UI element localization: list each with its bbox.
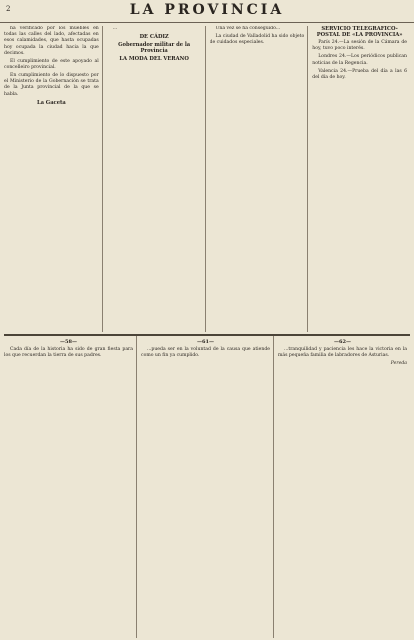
masthead xyxy=(0,0,414,23)
paragraph: ... xyxy=(112,26,118,31)
paragraph: En cumplimiento de lo dispuesto por el Ministerio de la Gobernación se trata de la Junta provincial de la que se habla. xyxy=(4,73,99,97)
paragraph: Londres 24.—Los periódicos publican noticias de la Regencia. xyxy=(312,54,407,66)
paragraph: Cada día de la historia ha sido de gran fiesta para los que recuerdan la tierra de sus padres. xyxy=(4,347,133,359)
paragraph: Una vez se ha conseguido... xyxy=(215,26,281,31)
serial-column-2 xyxy=(141,336,274,638)
page-number: 2 xyxy=(6,5,11,13)
newspaper-title: LA PROVINCIA xyxy=(129,2,285,18)
paragraph: París 24.—La sesión de la Cámara de hoy, tuvo poco interés. xyxy=(312,40,407,52)
column-3 xyxy=(210,26,309,332)
serial-column-3 xyxy=(278,336,410,638)
serial-page-number: —58— xyxy=(60,339,77,345)
section-heading: La Gaceta xyxy=(36,99,66,106)
serial-section xyxy=(4,334,410,638)
column-1 xyxy=(4,26,103,332)
column-2 xyxy=(107,26,206,332)
serial-page-number: —62— xyxy=(334,339,351,345)
serial-page-number: —61— xyxy=(197,339,214,345)
top-columns xyxy=(4,26,410,332)
paragraph: La ciudad de Valladolid ha sido objeto de cuidados especiales. xyxy=(209,34,305,46)
section-heading: LA MODA DEL VERANO xyxy=(119,56,189,63)
section-heading: DE CÁDIZ xyxy=(139,34,169,40)
paragraph: ...tranquilidad y paciencia les hace la victoria en la más pequeña familia de labradores de Asturias. xyxy=(278,347,407,359)
section-heading: SERVICIO TELEGRÁFICO-POSTAL DE «LA PROVINCIA» xyxy=(316,26,403,39)
paragraph: El cumplimiento de este apoyado al concelleiro provincial. xyxy=(4,58,99,71)
signature: Pereda xyxy=(390,361,407,367)
paragraph: ha verificado por los muebles en todas las calles del lado, afectadas en esos calamidades, que hasta ocupadas hoy ocupada la ciudad hacia la que decimos. xyxy=(4,26,99,56)
serial-column-1 xyxy=(4,336,137,638)
paragraph: Valencia 24.—Prueba del día a las 6 del día de hoy. xyxy=(312,68,407,80)
section-heading: Gobernador militar de la Provincia xyxy=(118,42,191,55)
column-4 xyxy=(312,26,410,332)
paragraph: ...pueda ser en la voluntad de la causa que atiende como un fin ya cumplido. xyxy=(141,347,270,359)
